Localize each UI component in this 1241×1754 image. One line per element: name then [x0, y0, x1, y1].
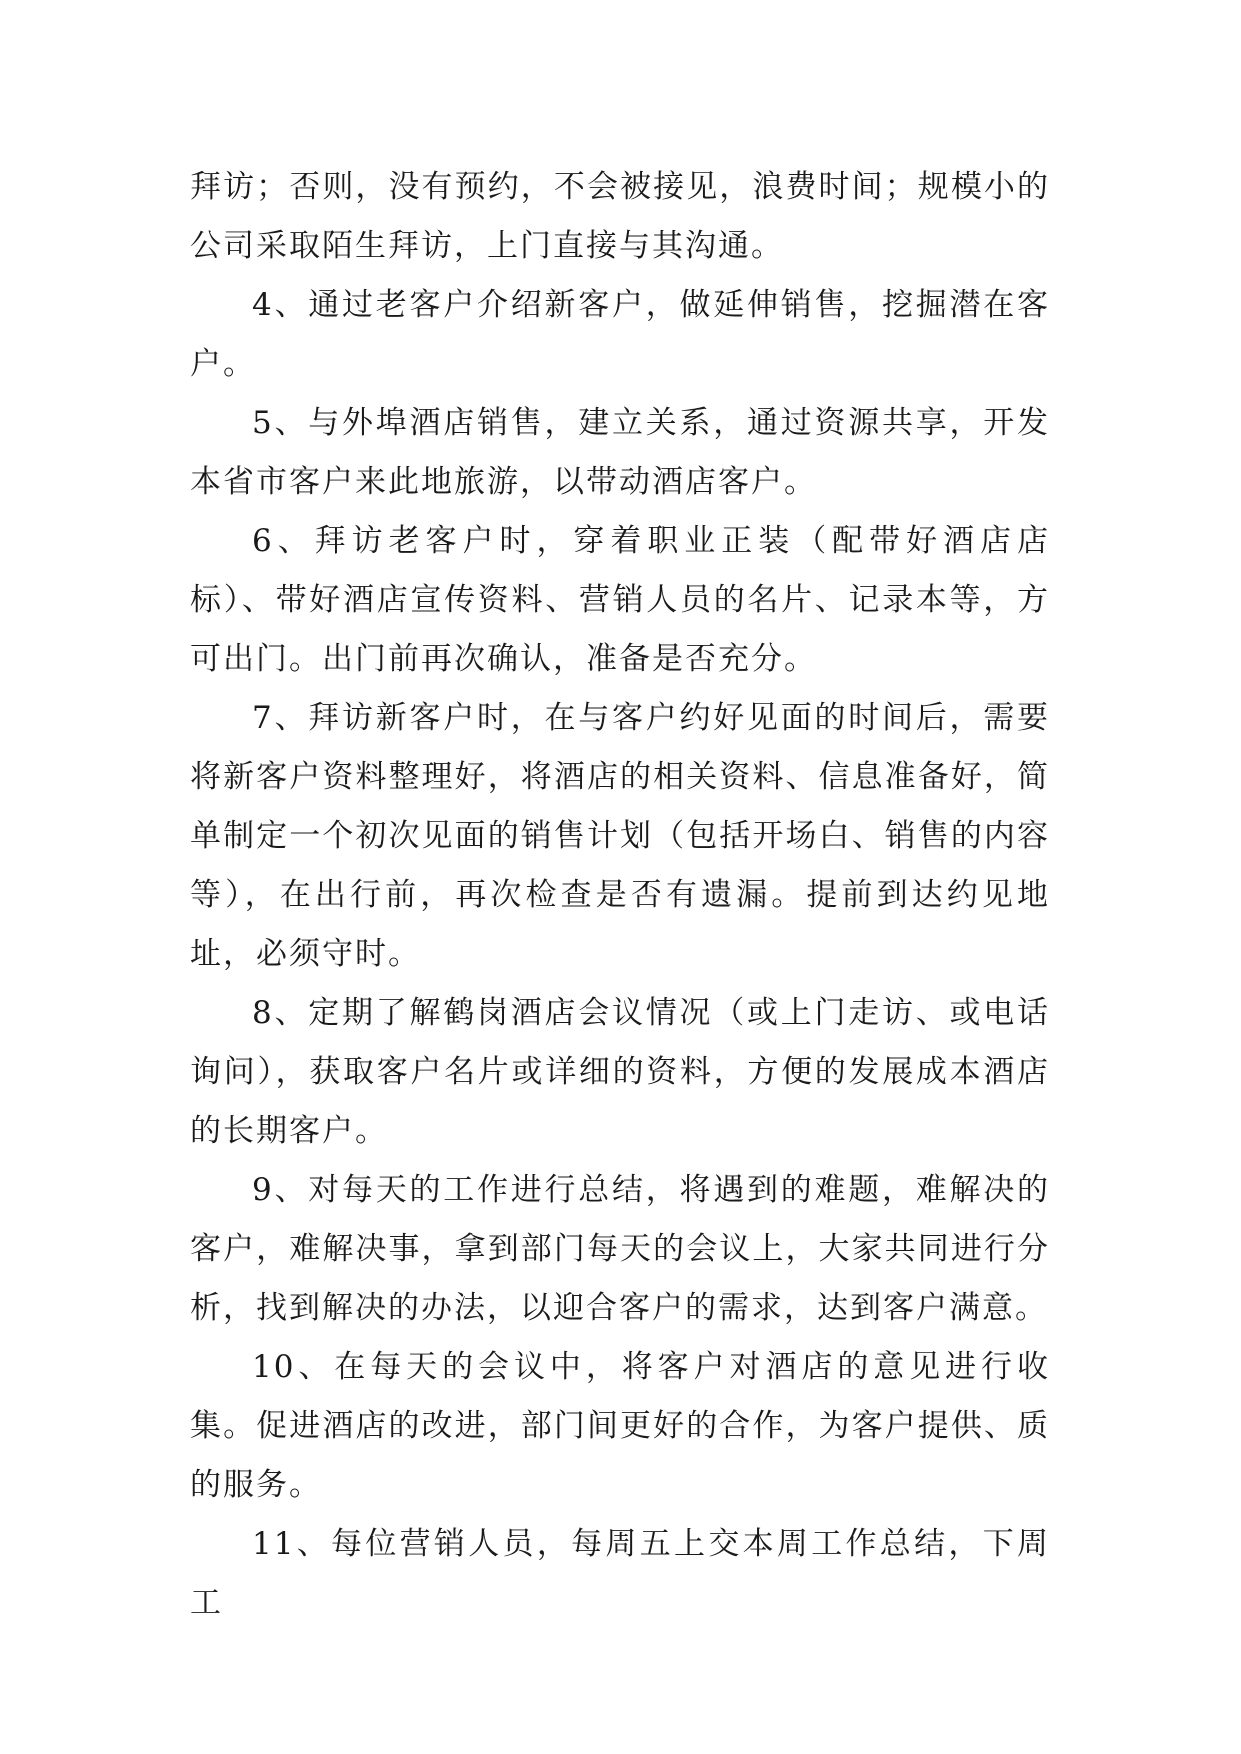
paragraph-item-10: 10、在每天的会议中，将客户对酒店的意见进行收集。促进酒店的改进，部门间更好的合作，为客户提供、质的服务。 — [190, 1349, 1050, 1503]
paragraph-item-6: 6、拜访老客户时，穿着职业正装（配带好酒店店标）、带好酒店宣传资料、营销人员的名片、记录本等，方可出门。出门前再次确认，准备是否充分。 — [190, 523, 1050, 677]
paragraph-continuation: 拜访；否则，没有预约，不会被接见，浪费时间；规模小的公司采取陌生拜访，上门直接与其沟通。 — [190, 169, 1050, 264]
paragraph-item-11: 11、每位营销人员，每周五上交本周工作总结，下周工 — [190, 1526, 1050, 1621]
paragraph-item-7: 7、拜访新客户时，在与客户约好见面的时间后，需要将新客户资料整理好，将酒店的相关资料、信息准备好，简单制定一个初次见面的销售计划（包括开场白、销售的内容等），在出行前，再次检查是否有遗漏。提前到达约见地址，必须守时。 — [190, 700, 1050, 972]
paragraph-item-5: 5、与外埠酒店销售，建立关系，通过资源共享，开发本省市客户来此地旅游，以带动酒店客户。 — [190, 405, 1050, 500]
paragraph-item-8: 8、定期了解鹤岗酒店会议情况（或上门走访、或电话询问），获取客户名片或详细的资料，方便的发展成本酒店的长期客户。 — [190, 995, 1050, 1149]
paragraph-item-9: 9、对每天的工作进行总结，将遇到的难题，难解决的客户，难解决事，拿到部门每天的会议上，大家共同进行分析，找到解决的办法，以迎合客户的需求，达到客户满意。 — [190, 1172, 1050, 1326]
paragraph-item-4: 4、通过老客户介绍新客户，做延伸销售，挖掘潜在客户。 — [190, 287, 1050, 382]
document-body — [190, 158, 1050, 1633]
